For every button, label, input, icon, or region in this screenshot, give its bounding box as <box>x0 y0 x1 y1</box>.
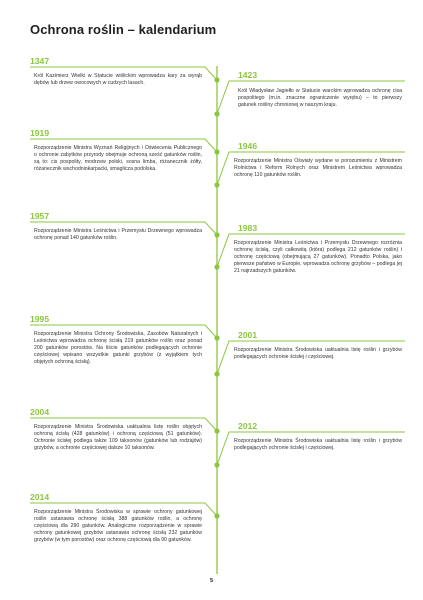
year-1957: 1957 <box>30 211 50 221</box>
dot-2004 <box>214 428 219 433</box>
entry-text-1983: Rozporządzenie Ministra Leśnictwa i Przemysłu Drzewnego rozróżnia ochronę ścisłą, czyli całkowitą (która) podlega 212 gatunków roślin) i ochronę częściową (obejmującą 27 gatunków). Ponadto Polska, jako pierwsze państwo w Europie, wprowadza ochronę grzybów – podlega jej 21 najrzadszych gatunków. <box>234 240 402 275</box>
entry-text-1919: Rozporządzenie Ministra Wyznań Religijnych i Oświecenia Publicznego o ochronie zabytków przyrody obejmuje ochroną sześć gatunków roślin, są to: cis pospolity, modrzew polski, sosna limba, różanecznik żółty, różanecznik wschodniokarpacki, smagliczа podolska. <box>34 145 202 173</box>
year-2001: 2001 <box>238 330 258 340</box>
dot-1995 <box>214 335 219 340</box>
page-number: 5 <box>209 578 214 584</box>
entry-text-2012: Rozporządzenie Ministra Środowiska uaktualnia listę roślin i grzybów podlegających ochronie ścisłej i częściowej. <box>234 438 402 452</box>
year-1423: 1423 <box>238 70 258 80</box>
year-1983: 1983 <box>238 223 258 233</box>
dot-1423 <box>214 111 219 116</box>
year-2004: 2004 <box>30 407 50 417</box>
year-1347: 1347 <box>30 56 50 66</box>
year-1946: 1946 <box>238 141 258 151</box>
entry-text-1423: Król Władysław Jagiełło w Statucie warckim wprowadza ochronę cisa pospolitego (m.in. znaczne ograniczenie wyrębu) – to pierwszy gatunek rośliny chronionej w naszym kraju. <box>238 88 402 109</box>
dot-2001 <box>214 371 219 376</box>
entry-text-2004: Rozporządzenie Ministra Środowiska uaktualnia listę roślin objętych ochroną ścisłą (428 gatunków) i ochroną częściową (51 gatunków). Ochronie ścisłej podlega także 109 taksonów (gatunków lub rodzajów) grzybów, a ochronie częściowej dalsze 10 taksonów. <box>34 424 202 452</box>
dot-1983 <box>214 264 219 269</box>
entry-text-2014: Rozporządzenie Ministra Środowiska w sprawie ochrony gatunkowej roślin ustanawia ochronę ścisłą 388 gatunków roślin, a ochronę częściową dla 290 gatunków. Analogiczne rozporządzenie w sprawie ochrony gatunkowej grzybów ustanawia ochronę ścisłą 232 gatunków grzybów (w tym porostów) oraz ochronę częściową dla 90 gatunków. <box>34 509 202 544</box>
dot-1347 <box>214 77 219 82</box>
dot-2012 <box>214 462 219 467</box>
page-title: Ochrona roślin – kalendarium <box>30 22 217 37</box>
dot-1957 <box>214 232 219 237</box>
entry-text-1995: Rozporządzenie Ministra Ochrony Środowiska, Zasobów Naturalnych i Leśnictwa wprowadza ochronę ścisłą 219 gatunków roślin oraz ponad 200 gatunków porostów. Na liście gatunków podlegających ochronie częściowej wpisano wszystkie gatunki grzybów (z wyjątkiem tych objętych ochroną ścisłą). <box>34 331 202 366</box>
entry-text-1957: Rozporządzenie Ministra Leśnictwa i Przemysłu Drzewnego wprowadza ochronę ponad 140 gatunków roślin. <box>34 228 202 242</box>
entry-text-1946: Rozporządzenie Ministra Oświaty wydane w porozumieniu z Ministrem Rolnictwa i Reform Rolnych oraz Ministrem Leśnictwa wprowadza ochronę 110 gatunków roślin. <box>234 158 402 179</box>
dot-2014 <box>214 513 219 518</box>
entry-text-2001: Rozporządzenie Ministra Środowiska uaktualnia listę roślin i grzybów podlegających ochronie ścisłej i częściowej. <box>234 347 402 361</box>
dot-1946 <box>214 182 219 187</box>
year-2012: 2012 <box>238 421 258 431</box>
year-1919: 1919 <box>30 128 50 138</box>
entry-text-1347: Król Kazimierz Wielki w Statucie wiślickim wprowadza kary za wyrąb dębów lub drzew owocowych w cudzych lasach. <box>34 73 202 87</box>
year-1995: 1995 <box>30 314 50 324</box>
year-2014: 2014 <box>30 492 50 502</box>
dot-1919 <box>214 149 219 154</box>
